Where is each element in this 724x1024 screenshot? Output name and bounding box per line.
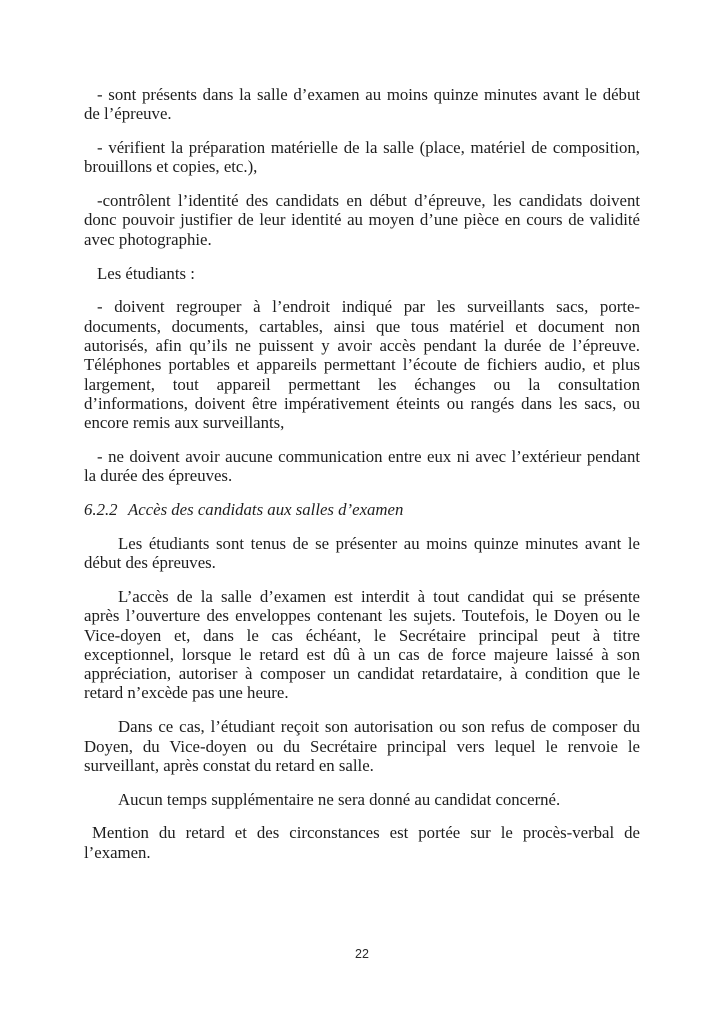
- text-line: autorisés, afin qu’ils ne puissent y avoir accès pendant la durée de l’épreuve.: [84, 335, 640, 355]
- text-line: l’examen.: [84, 842, 151, 862]
- text-line: Doyen, du Vice-doyen ou du Secrétaire principal vers lequel le renvoie le: [84, 736, 640, 756]
- text-line: de l’épreuve.: [84, 104, 172, 124]
- text-line: avec photographie.: [84, 229, 212, 249]
- paragraph: [84, 297, 640, 432]
- text-line: encore remis aux surveillants,: [84, 413, 285, 433]
- text-line: Les étudiants :: [97, 263, 195, 283]
- page-number: 22: [355, 947, 369, 961]
- paragraph: [84, 823, 640, 862]
- paragraph: [84, 85, 640, 124]
- text-line: la durée des épreuves.: [84, 466, 233, 486]
- text-line: - vérifient la préparation matérielle de la salle (place, matériel de composition,: [97, 138, 640, 158]
- text-line: L’accès de la salle d’examen est interdit à tout candidat qui se présente: [118, 586, 640, 606]
- paragraph: [84, 790, 640, 809]
- page-footer: [0, 947, 724, 961]
- text-line: - doivent regrouper à l’endroit indiqué par les surveillants sacs, porte-: [97, 297, 640, 317]
- text-line: début des épreuves.: [84, 553, 216, 573]
- text-line: donc pouvoir justifier de leur identité au moyen d’une pièce en cours de validité: [84, 210, 640, 230]
- text-line: Mention du retard et des circonstances est portée sur le procès-verbal de: [92, 823, 640, 843]
- text-line: exceptionnel, lorsque le retard est dû à un cas de force majeure laissé à son: [84, 644, 640, 664]
- section-number: 6.2.2: [84, 500, 118, 520]
- text-line: largement, tout appareil permettant les échanges ou la consultation: [84, 374, 640, 394]
- paragraph: [84, 191, 640, 249]
- paragraph: [84, 138, 640, 177]
- paragraph: [84, 587, 640, 703]
- text-line: Vice-doyen et, dans le cas échéant, le Secrétaire principal peut à titre: [84, 625, 640, 645]
- paragraph: [84, 717, 640, 775]
- text-line: Téléphones portables et appareils permettant l’écoute de fichiers audio, et plus: [84, 355, 640, 375]
- text-line: documents, documents, cartables, ainsi que tous matériel et document non: [84, 316, 640, 336]
- text-line: Les étudiants sont tenus de se présenter au moins quinze minutes avant le: [118, 533, 640, 553]
- section-heading: [84, 500, 640, 519]
- paragraph: [84, 264, 640, 283]
- text-line: - ne doivent avoir aucune communication entre eux ni avec l’extérieur pendant: [97, 446, 640, 466]
- text-line: retard n’excède pas une heure.: [84, 683, 289, 703]
- paragraph: [84, 534, 640, 573]
- text-line: Dans ce cas, l’étudiant reçoit son autorisation ou son refus de composer du: [118, 717, 640, 737]
- document-body: [84, 85, 640, 877]
- text-line: -contrôlent l’identité des candidats en début d’épreuve, les candidats doivent: [97, 191, 640, 211]
- text-line: d’informations, doivent être impérativement éteints ou rangés dans les sacs, ou: [84, 393, 640, 413]
- text-line: après l’ouverture des enveloppes contenant les sujets. Toutefois, le Doyen ou le: [84, 606, 640, 626]
- text-line: brouillons et copies, etc.),: [84, 157, 258, 177]
- paragraph: [84, 447, 640, 486]
- text-line: surveillant, après constat du retard en salle.: [84, 755, 374, 775]
- text-line: Aucun temps supplémentaire ne sera donné au candidat concerné.: [118, 789, 561, 809]
- text-line: - sont présents dans la salle d’examen au moins quinze minutes avant le début: [97, 85, 640, 104]
- section-title: Accès des candidats aux salles d’examen: [127, 500, 404, 520]
- text-line: appréciation, autoriser à composer un candidat retardataire, à condition que le: [84, 664, 640, 684]
